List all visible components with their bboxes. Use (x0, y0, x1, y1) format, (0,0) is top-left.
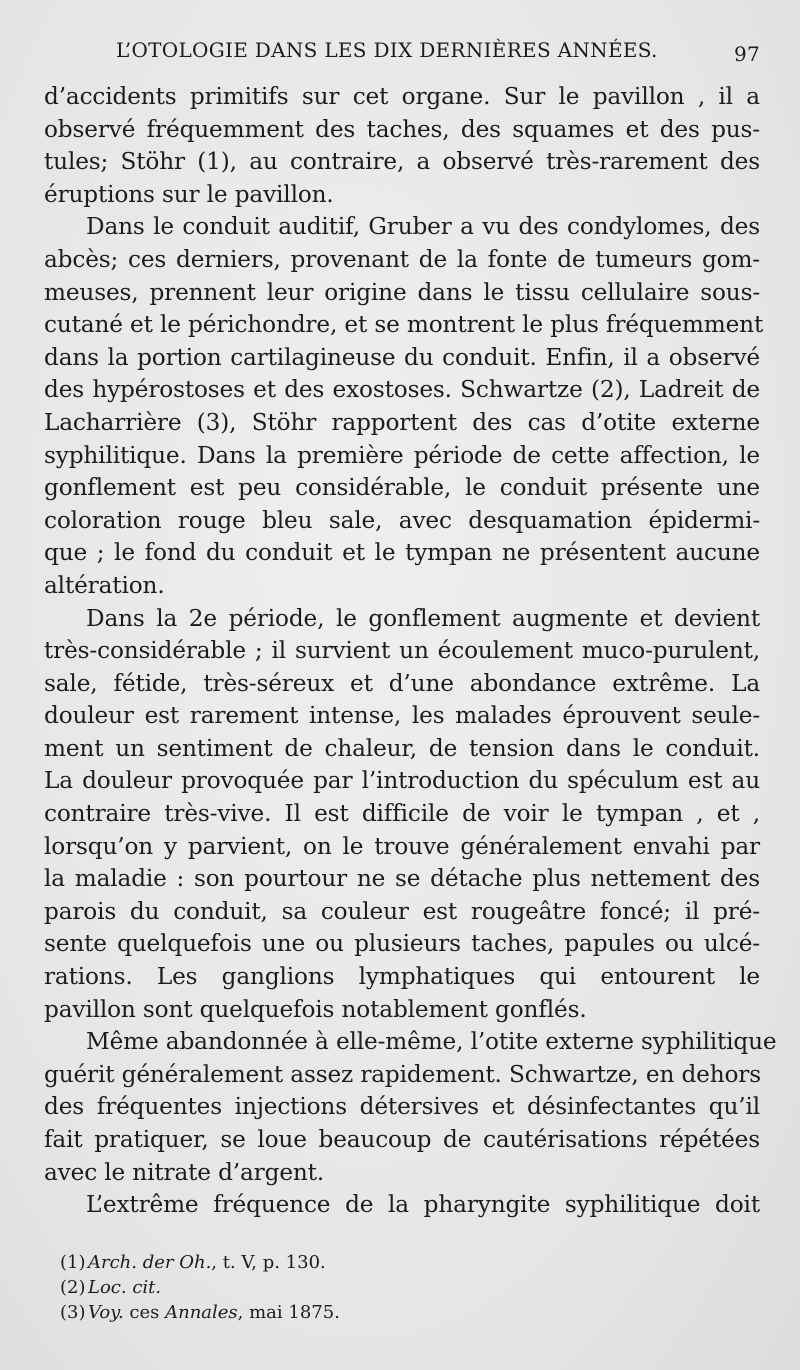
text-line: avec le nitrate d’argent. (44, 1158, 325, 1186)
footnote-2 (60, 1275, 760, 1300)
text-line: altération. (44, 571, 165, 599)
text-line: très-considérable ; il survient un écoulement muco-purulent, (44, 637, 760, 665)
text-line: des hypérostoses et des exostoses. Schwartze (2), Ladreit de (44, 376, 760, 404)
text-line: guérit généralement assez rapidement. Schwartze, en dehors (44, 1060, 761, 1088)
paragraph-start-line: Dans la 2e période, le gonflement augmente et devient (86, 604, 760, 632)
text-line: cutané et le périchondre, et se montrent le plus fréquemment (44, 311, 764, 339)
footnote-mark: (3) (60, 1302, 86, 1323)
text-line: éruptions sur le pavillon. (44, 180, 334, 208)
text-line: que ; le fond du conduit et le tympan ne présentent aucune (44, 539, 760, 567)
text-line: contraire très-vive. Il est difficile de voir le tympan , et , (44, 800, 760, 828)
text-line: fait pratiquer, se loue beaucoup de cautérisations répétées (44, 1126, 760, 1153)
footnote-mark: (1) (60, 1252, 86, 1273)
footnote-detail: , t. V, p. 130. (211, 1252, 326, 1273)
paragraph-start-line: L’extrême fréquence de la pharyngite syphilitique doit (86, 1191, 760, 1219)
footnote-detail: ces (123, 1302, 166, 1323)
text-line: ment un sentiment de chaleur, de tension dans le conduit. (44, 734, 760, 762)
text-line: pavillon sont quelquefois notablement gonflés. (44, 995, 587, 1023)
text-line: La douleur provoquée par l’introduction du spéculum est au (44, 767, 760, 795)
text-line: meuses, prennent leur origine dans le tissu cellulaire sous- (44, 278, 760, 306)
footnote-source: Loc. cit. (88, 1277, 162, 1298)
footnote-mark: (2) (60, 1277, 86, 1298)
running-title: L’OTOLOGIE DANS LES DIX DERNIÈRES ANNÉES. (116, 38, 658, 62)
text-line: d’accidents primitifs sur cet organe. Sur le pavillon , il a (44, 83, 760, 110)
body-text (44, 81, 777, 1222)
footnotes (60, 1250, 760, 1325)
text-line: gonflement est peu considérable, le conduit présente une (44, 474, 760, 502)
text-line: la maladie : son pourtour ne se détache plus nettement des (44, 865, 760, 893)
text-line: syphilitique. Dans la première période de cette affection, le (44, 441, 760, 469)
footnote-source: Arch. der Oh. (88, 1252, 212, 1273)
text-line: rations. Les ganglions lymphatiques qui entourent le (44, 963, 760, 991)
text-line: tules; Stöhr (1), au contraire, a observé très-rarement des (44, 148, 760, 176)
text-line: observé fréquemment des taches, des squames et des pus- (44, 115, 760, 143)
page-header (116, 38, 760, 68)
text-line: sale, fétide, très-séreux et d’une abondance extrême. La (44, 669, 760, 697)
text-line: des fréquentes injections détersives et désinfectantes qu’il (44, 1093, 760, 1121)
text-line: coloration rouge bleu sale, avec desquamation épidermi- (44, 506, 760, 534)
text-line: dans la portion cartilagineuse du conduit. Enfin, il a observé (44, 343, 760, 371)
text-line: abcès; ces derniers, provenant de la fonte de tumeurs gom- (44, 245, 760, 273)
text-line: lorsqu’on y parvient, on le trouve généralement envahi par (44, 832, 760, 860)
paragraph-start-line: Dans le conduit auditif, Gruber a vu des condylomes, des (86, 213, 760, 241)
footnote-3 (60, 1300, 760, 1325)
text-line: Lacharrière (3), Stöhr rapportent des cas d’otite externe (44, 408, 760, 436)
footnote-date: , mai 1875. (237, 1302, 340, 1323)
text-line: douleur est rarement intense, les malades éprouvent seule- (44, 702, 760, 730)
footnote-1 (60, 1250, 760, 1275)
footnote-journal: Annales (165, 1302, 238, 1323)
paragraph-start-line: Même abandonnée à elle-même, l’otite externe syphilitique (86, 1028, 777, 1056)
text-line: sente quelquefois une ou plusieurs taches, papules ou ulcé- (44, 930, 760, 958)
text-line: parois du conduit, sa couleur est rougeâtre foncé; il pré- (44, 897, 760, 925)
footnote-source: Voy. (88, 1302, 124, 1323)
page-number: 97 (733, 42, 760, 66)
